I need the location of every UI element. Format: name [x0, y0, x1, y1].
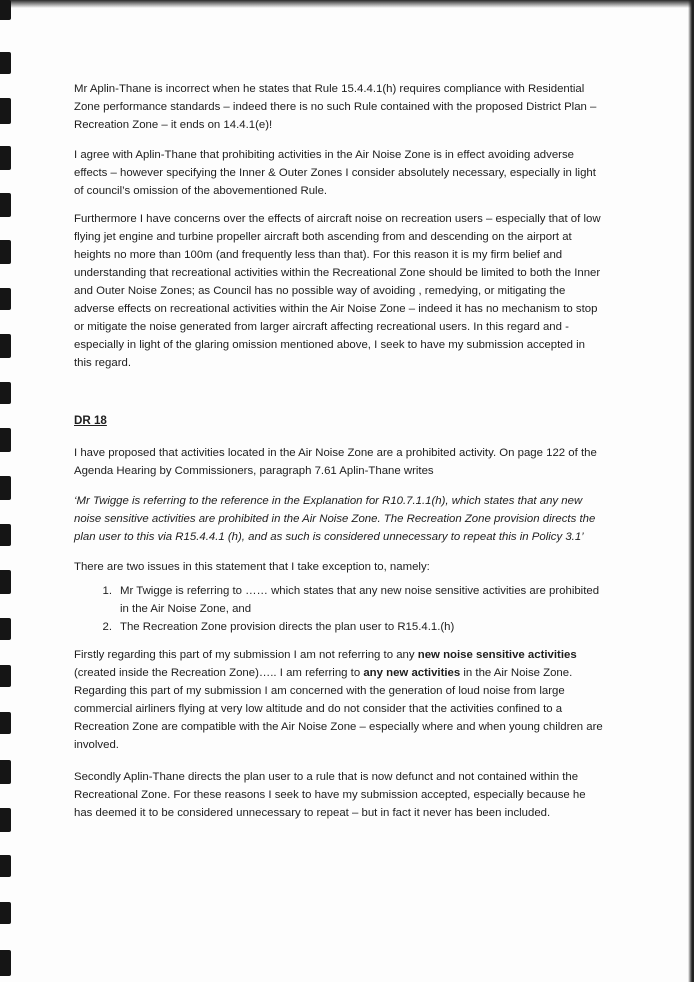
issues-list: [74, 582, 604, 636]
binding-hole: [0, 193, 11, 217]
text-run: in the Air Noise Zone. Regarding this part of my submission I am concerned with the generation of loud noise from large commercial airliners flying at very low altitude and do not consider that the activities confined to a Recreation Zone are compatible with the Air Noise Zone – especially where and when young children are involved.: [74, 667, 603, 751]
paragraph-aircraft-noise: Furthermore I have concerns over the effects of aircraft noise on recreation users – especially that of low flying jet engine and turbine propeller aircraft both ascending from and descending on the airport at heights no more than 100m (and frequently less than that). For this reason it is my firm belief and understanding that recreational activities within the Recreational Zone should be limited to both the Inner and Outer Noise Zones; as Council has no possible way of avoiding , remedying, or mitigating the adverse effects on recreational activities within the Air Noise Zone – indeed it has no mechanism to stop or mitigate the noise generated from larger aircraft affecting recreational users. In this regard and - especially in light of the glaring omission mentioned above, I seek to have my submission accepted in this regard.: [74, 213, 601, 369]
binding-hole: [0, 618, 11, 640]
binding-hole: [0, 570, 11, 594]
bold-phrase-new-noise-sensitive: new noise sensitive activities: [417, 649, 577, 661]
text-run: (created inside the Recreation Zone)….. I am referring to: [74, 667, 364, 679]
binding-hole: [0, 98, 11, 124]
binding-hole: [0, 665, 11, 687]
binding-hole: [0, 855, 11, 877]
binding-hole: [0, 240, 11, 264]
bold-phrase-any-new-activities: any new activities: [363, 667, 461, 679]
paragraph-firstly: [74, 646, 604, 754]
list-item-text: Mr Twigge is referring to …… which states that any new noise sensitive activities are prohibited in the Air Noise Zone, and: [120, 585, 600, 615]
list-item-text: The Recreation Zone provision directs the plan user to R15.4.1.(h): [120, 621, 455, 633]
text-run: Firstly regarding this part of my submission I am not referring to any: [74, 649, 418, 661]
binding-hole: [0, 52, 11, 74]
binding-hole: [0, 0, 11, 20]
scan-top-shadow: [0, 0, 694, 8]
binding-holes: [0, 0, 14, 982]
list-item-number: 2.: [102, 621, 112, 633]
binding-hole: [0, 476, 11, 500]
binding-hole: [0, 950, 11, 976]
document-body: [74, 80, 604, 822]
list-item: [74, 582, 604, 618]
list-item: [74, 618, 604, 636]
binding-hole: [0, 524, 11, 546]
section-heading-dr18: DR 18: [74, 414, 107, 427]
binding-hole: [0, 334, 11, 358]
binding-hole: [0, 760, 11, 784]
binding-hole: [0, 712, 11, 734]
binding-hole: [0, 382, 11, 404]
paragraph-secondly: Secondly Aplin-Thane directs the plan user to a rule that is now defunct and not contained within the Recreational Zone. For these reasons I seek to have my submission accepted, especially because he has deemed it to be considered unnecessary to repeat – but in fact it never has been included.: [74, 771, 586, 819]
binding-hole: [0, 808, 11, 832]
binding-hole: [0, 902, 11, 924]
binding-hole: [0, 146, 11, 170]
paragraph-rule-compliance: Mr Aplin-Thane is incorrect when he states that Rule 15.4.4.1(h) requires compliance with Residential Zone performance standards – indeed there is no such Rule contained with the proposed District Plan – Recreation Zone – it ends on 14.4.1(e)!: [74, 83, 597, 131]
binding-hole: [0, 288, 11, 310]
quoted-statement: ‘Mr Twigge is referring to the reference in the Explanation for R10.7.1.1(h), which states that any new noise sensitive activities are prohibited in the Air Noise Zone. The Recreation Zone provision directs the plan user to this via R15.4.4.1 (h), and as such is considered unnecessary to repeat this in Policy 3.1’: [74, 495, 596, 543]
paragraph-two-issues: There are two issues in this statement that I take exception to, namely:: [74, 561, 430, 573]
paragraph-proposed-prohibited: I have proposed that activities located in the Air Noise Zone are a prohibited activity. On page 122 of the Agenda Hearing by Commissioners, paragraph 7.61 Aplin-Thane writes: [74, 447, 597, 477]
paragraph-agree-prohibiting: I agree with Aplin-Thane that prohibiting activities in the Air Noise Zone is in effect avoiding adverse effects – however specifying the Inner & Outer Zones I consider absolutely necessary, especially in light of council’s omission of the abovementioned Rule.: [74, 149, 596, 197]
list-item-number: 1.: [102, 585, 112, 597]
scan-right-edge: [688, 0, 694, 982]
binding-hole: [0, 428, 11, 452]
